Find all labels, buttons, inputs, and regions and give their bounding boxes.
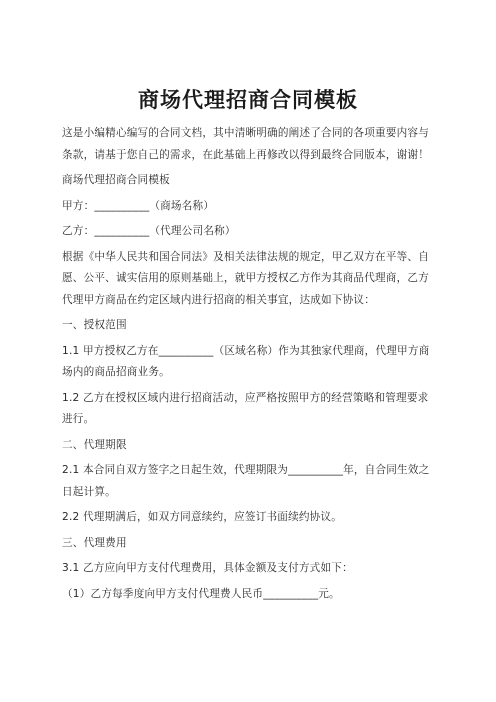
- intro-paragraph: 这是小编精心编写的合同文档，其中清晰明确的阐述了合同的各项重要内容与条款，请基于您自己的需求，在此基础上再修改以得到最终合同版本，谢谢！: [62, 127, 429, 161]
- clause-2-2: 2.2 代理期满后，如双方同意续约，应签订书面续约协议。: [62, 511, 343, 523]
- party-a-line: 甲方：__________（商场名称）: [62, 199, 215, 212]
- section-heading-3: 三、代理费用: [62, 536, 127, 549]
- section-heading-2: 二、代理期限: [62, 438, 127, 451]
- document-title: 商场代理招商合同模板: [138, 88, 358, 112]
- section-heading-1: 一、授权范围: [62, 319, 127, 331]
- clause-2-1: 2.1 本合同自双方签字之日起生效，代理期限为__________年，自合同生效之日起计算。: [62, 464, 430, 498]
- document-body: [62, 123, 434, 609]
- subtitle-paragraph: 商场代理招商合同模板: [62, 174, 170, 186]
- clause-1-2: 1.2 乙方在授权区域内进行招商活动，应严格按照甲方的经营策略和管理要求进行。: [62, 391, 429, 425]
- clause-1-1: 1.1 甲方授权乙方在__________（区域名称）作为其独家代理商，代理甲方商场内的商品招商业务。: [62, 344, 430, 378]
- party-b-line: 乙方：__________（代理公司名称）: [62, 225, 236, 237]
- clause-3-1-item-1: （1）乙方每季度向甲方支付代理费人民币__________元。: [62, 587, 340, 600]
- preamble-paragraph: 根据《中华人民共和国合同法》及相关法律法规的规定，甲乙双方在平等、自愿、公平、诚实信用的原则基础上，就甲方授权乙方作为其商品代理商，乙方代理甲方商品在约定区域内进行招商的相关事宜，达成如下协议：: [62, 250, 429, 306]
- clause-3-1: 3.1 乙方应向甲方支付代理费用，具体金额及支付方式如下：: [62, 562, 353, 574]
